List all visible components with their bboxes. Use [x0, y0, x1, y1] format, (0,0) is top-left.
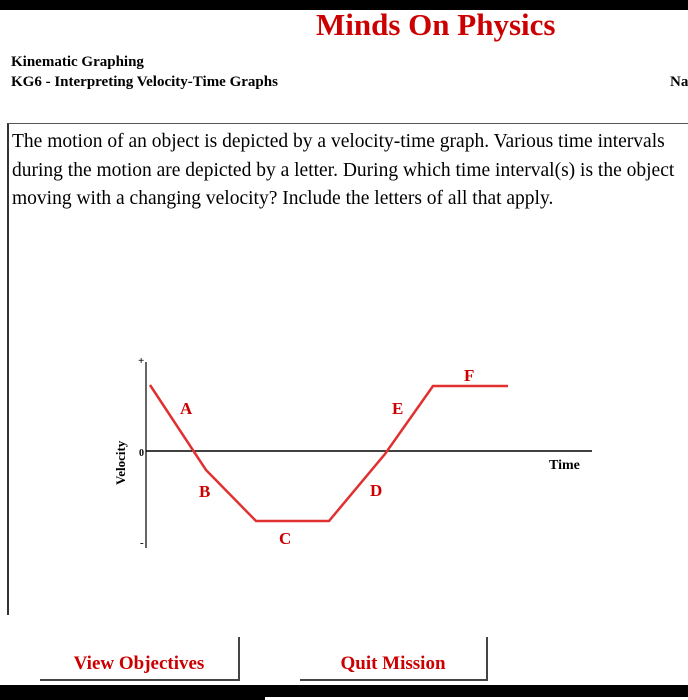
interval-label-f: F: [464, 366, 475, 385]
question-text: The motion of an object is depicted by a velocity-time graph. Various time intervals during the motion are depicted by a letter. During which time interval(s) is the object moving with a changing velocity? Include the letters of all that apply.: [12, 131, 675, 209]
x-axis-label: Time: [549, 458, 580, 473]
interval-label-e: E: [392, 399, 404, 418]
tick-plus-label: +: [138, 355, 145, 367]
name-label: Na: [670, 74, 688, 90]
view-objectives-button[interactable]: View Objectives: [40, 637, 240, 681]
quit-mission-button[interactable]: Quit Mission: [300, 637, 488, 681]
interval-label-c: C: [279, 529, 292, 548]
module-title: Kinematic Graphing: [11, 54, 144, 70]
interval-label-b: B: [199, 482, 211, 501]
interval-label-d: D: [370, 481, 383, 500]
assignment-title: KG6 - Interpreting Velocity-Time Graphs: [11, 74, 278, 90]
interval-label-a: A: [180, 399, 193, 418]
y-axis-label: Velocity: [113, 440, 128, 485]
app-title: Minds On Physics: [316, 7, 556, 42]
tick-zero-label: 0: [139, 448, 144, 459]
tick-minus-label: -: [140, 537, 144, 549]
